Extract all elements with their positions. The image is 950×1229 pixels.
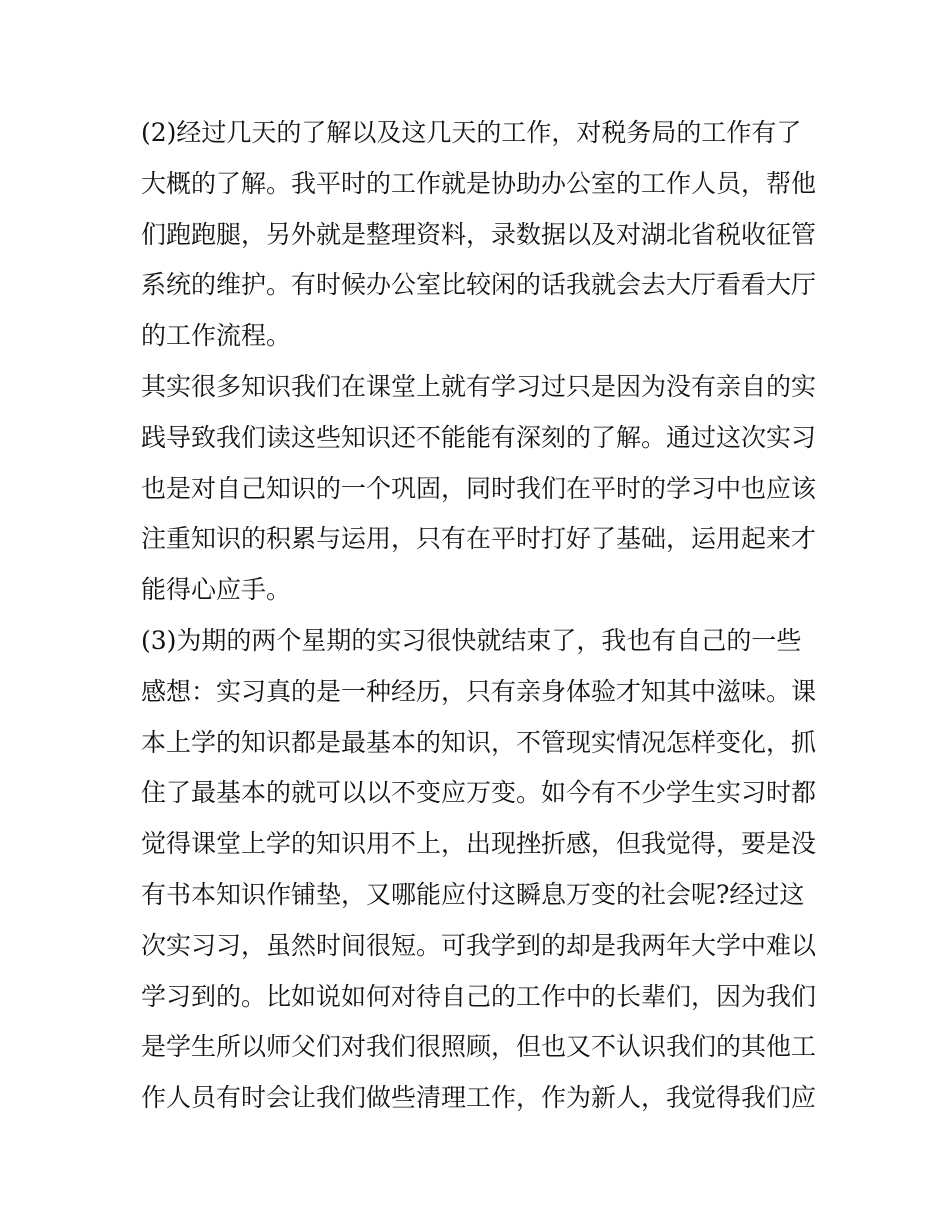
text-line-17: 次实习习，虽然时间很短。可我学到的却是我两年大学中难以	[141, 930, 817, 960]
text-line-6: 其实很多知识我们在课堂上就有学习过只是因为没有亲自的实	[141, 371, 817, 401]
text-line-11: (3)为期的两个星期的实习很快就结束了，我也有自己的一些	[141, 625, 802, 655]
text-line-12: 感想：实习真的是一种经历，只有亲身体验才知其中滋味。课	[141, 676, 817, 706]
text-line-7: 践导致我们读这些知识还不能能有深刻的了解。通过这次实习	[141, 422, 817, 452]
text-line-13: 本上学的知识都是最基本的知识，不管现实情况怎样变化，抓	[141, 727, 817, 757]
text-line-18: 学习到的。比如说如何对待自己的工作中的长辈们，因为我们	[141, 981, 817, 1011]
text-line-9: 注重知识的积累与运用，只有在平时打好了基础，运用起来才	[141, 524, 817, 554]
text-line-14: 住了最基本的就可以以不变应万变。如今有不少学生实习时都	[141, 778, 817, 808]
text-line-20: 作人员有时会让我们做些清理工作，作为新人，我觉得我们应	[141, 1083, 817, 1113]
text-line-19: 是学生所以师父们对我们很照顾，但也又不认识我们的其他工	[141, 1032, 817, 1062]
text-line-15: 觉得课堂上学的知识用不上，出现挫折感，但我觉得，要是没	[141, 829, 817, 859]
text-line-2: 大概的了解。我平时的工作就是协助办公室的工作人员，帮他	[141, 168, 817, 198]
text-line-3: 们跑跑腿，另外就是整理资料，录数据以及对湖北省税收征管	[141, 219, 817, 249]
text-line-4: 系统的维护。有时候办公室比较闲的话我就会去大厅看看大厅	[141, 270, 817, 300]
text-line-1: (2)经过几天的了解以及这几天的工作，对税务局的工作有了	[141, 118, 802, 147]
body-text	[141, 108, 821, 1124]
text-line-16: 有书本知识作铺垫，又哪能应付这瞬息万变的社会呢?经过这	[141, 879, 805, 909]
text-line-10: 能得心应手。	[141, 575, 292, 605]
text-line-8: 也是对自己知识的一个巩固，同时我们在平时的学习中也应该	[141, 473, 817, 503]
text-line-5: 的工作流程。	[141, 321, 292, 351]
